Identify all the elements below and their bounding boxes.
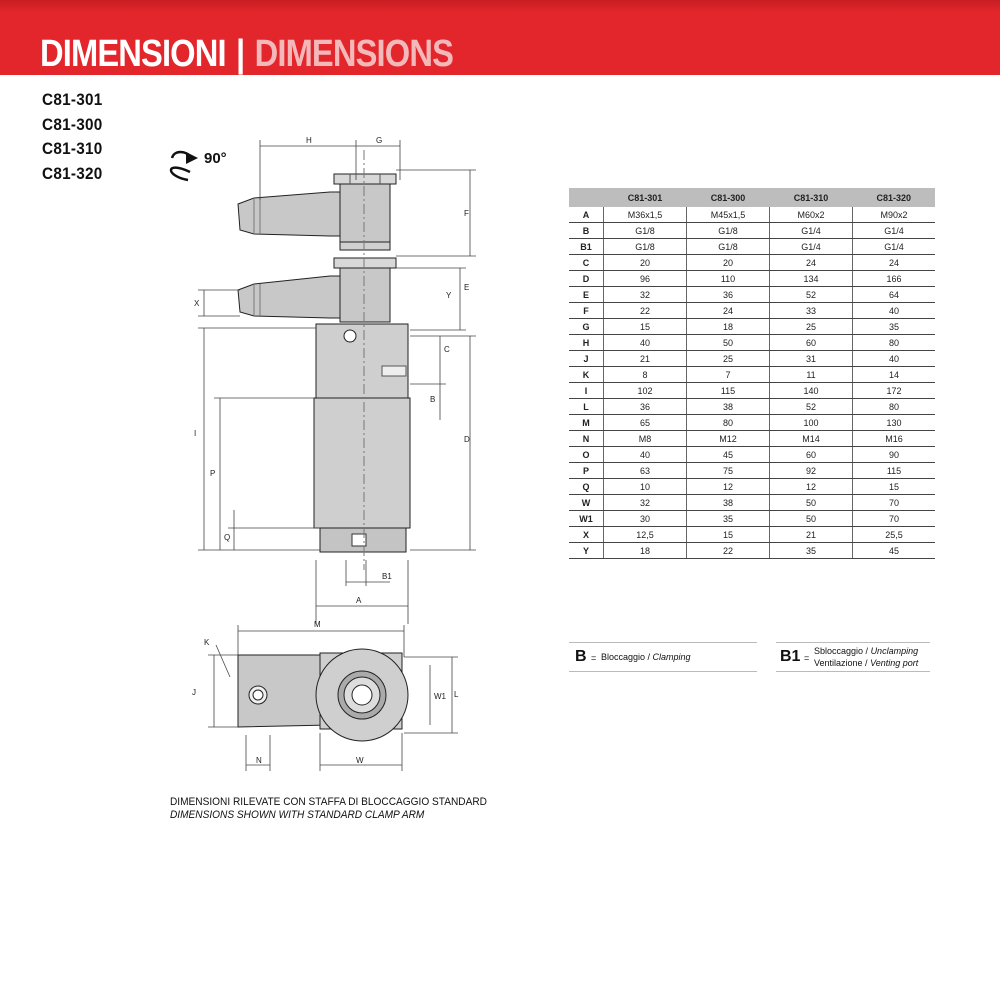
table-cell: 50 [770,511,853,527]
table-row [569,223,935,239]
technical-drawing [160,130,500,650]
dim-label-b: B [430,395,436,404]
table-row [569,463,935,479]
table-cell: 80 [687,415,770,431]
table-cell: G1/8 [604,223,687,239]
table-body [569,207,935,559]
table-cell: 90 [853,447,936,463]
table-cell: 92 [770,463,853,479]
legend-text-b1 [814,645,918,669]
table-row [569,239,935,255]
table-row [569,303,935,319]
table-column-header: C81-301 [604,188,687,207]
table-cell: M14 [770,431,853,447]
table-row [569,431,935,447]
table-cell: 64 [853,287,936,303]
model-list [42,88,109,186]
table-cell: G1/4 [770,223,853,239]
legend-b-italian: Bloccaggio / [601,652,651,662]
table-cell: 11 [770,367,853,383]
table-row-label: B1 [569,239,604,255]
table-cell: G1/4 [853,239,936,255]
table-cell: 36 [687,287,770,303]
table-row [569,367,935,383]
table-row-label: D [569,271,604,287]
table-row-label: N [569,431,604,447]
legend-b-english: Clamping [652,652,691,662]
table-cell: 102 [604,383,687,399]
table-row-label: M [569,415,604,431]
dim-label-c: C [444,345,450,354]
table-row-label: P [569,463,604,479]
legend-key-b1: B1 [780,648,801,665]
table-cell: 36 [604,399,687,415]
table-cell: 35 [687,511,770,527]
table-column-header: C81-300 [687,188,770,207]
table-row-label: H [569,335,604,351]
table-cell: 115 [687,383,770,399]
table-cell: 25 [770,319,853,335]
table-cell: 18 [687,319,770,335]
dim-label-e: E [464,283,470,292]
table-cell: 30 [604,511,687,527]
table-cell: 15 [853,479,936,495]
upper-clamp-arm [238,174,396,250]
table-cell: 35 [853,319,936,335]
dimension-table [569,188,935,559]
table-cell: 21 [604,351,687,367]
table-cell: 24 [687,303,770,319]
table-cell: 38 [687,399,770,415]
table-header-row [569,188,935,207]
table-cell: 45 [687,447,770,463]
table-cell: 12 [770,479,853,495]
table-row-label: K [569,367,604,383]
caption-english: DIMENSIONS SHOWN WITH STANDARD CLAMP ARM [170,809,425,821]
title-italian: DIMENSIONI [40,33,226,75]
header-shade [0,0,1000,12]
table-cell: 33 [770,303,853,319]
legend-b1-line2-english: Venting port [870,658,919,668]
model-code: C81-300 [42,114,103,134]
table-cell: 60 [770,447,853,463]
table-row [569,511,935,527]
table-cell: 140 [770,383,853,399]
table-row-label: X [569,527,604,543]
table-row-label: W [569,495,604,511]
table-cell: 96 [604,271,687,287]
table-cell: 110 [687,271,770,287]
table-cell: 15 [687,527,770,543]
table-cell: 38 [687,495,770,511]
table-cell: M45x1,5 [687,207,770,223]
table-row [569,271,935,287]
legend-b1-line1-italian: Sbloccaggio / [814,646,869,656]
table-row-label: I [569,383,604,399]
table-cell: 12,5 [604,527,687,543]
dim-label-l: L [454,690,459,699]
table-cell: 80 [853,399,936,415]
table-cell: M90x2 [853,207,936,223]
table-cell: 12 [687,479,770,495]
table-cell: 70 [853,495,936,511]
table-cell: 14 [853,367,936,383]
table-row-label: J [569,351,604,367]
table-cell: 40 [604,335,687,351]
lower-clamp-arm [238,258,396,322]
dim-label-f: F [464,209,469,218]
table-cell: 20 [687,255,770,271]
table-cell: G1/8 [604,239,687,255]
table-cell: G1/8 [687,239,770,255]
dim-label-m: M [314,620,321,629]
top-view-drawing [180,615,480,775]
model-code: C81-301 [42,90,103,109]
table-cell: 32 [604,287,687,303]
table-row [569,351,935,367]
table-cell: M60x2 [770,207,853,223]
table-cell: 130 [853,415,936,431]
legend-key-b: B [575,648,587,665]
table-cell: 65 [604,415,687,431]
table-row-label: Q [569,479,604,495]
table-cell: 60 [770,335,853,351]
table-cell: 40 [853,351,936,367]
table-row-label: W1 [569,511,604,527]
dim-label-a: A [356,596,362,605]
legend-unclamping [776,642,930,672]
table-row-label: L [569,399,604,415]
dim-label-k: K [204,638,210,647]
table-cell: M16 [853,431,936,447]
table-column-header: C81-320 [853,188,936,207]
table-row [569,207,935,223]
table-header-corner [569,188,604,207]
table-cell: M12 [687,431,770,447]
drawing-caption [170,796,487,822]
table-cell: G1/4 [770,239,853,255]
table-cell: M8 [604,431,687,447]
table-cell: 32 [604,495,687,511]
table-row [569,399,935,415]
table-cell: G1/4 [853,223,936,239]
table-row [569,527,935,543]
table-row-label: B [569,223,604,239]
table-cell: 35 [770,543,853,559]
table-row [569,543,935,559]
table-row [569,287,935,303]
table-cell: 45 [853,543,936,559]
table-cell: 52 [770,287,853,303]
table-row [569,255,935,271]
dim-label-p: P [210,469,216,478]
table-cell: 22 [687,543,770,559]
table-row [569,495,935,511]
dim-label-q: Q [224,533,231,542]
table-cell: 75 [687,463,770,479]
legend-b1-line2-italian: Ventilazione / [814,658,868,668]
table-cell: 20 [604,255,687,271]
dim-label-g: G [376,136,383,145]
table-row-label: E [569,287,604,303]
table-cell: 172 [853,383,936,399]
dim-label-b1: B1 [382,572,392,581]
table-cell: 52 [770,399,853,415]
table-cell: 80 [853,335,936,351]
table-cell: 63 [604,463,687,479]
table-cell: 134 [770,271,853,287]
table-cell: 21 [770,527,853,543]
table-cell: 25,5 [853,527,936,543]
table-cell: 100 [770,415,853,431]
dim-label-w: W [356,756,364,765]
table-cell: 15 [604,319,687,335]
caption-italian: DIMENSIONI RILEVATE CON STAFFA DI BLOCCAGGIO STANDARD [170,796,487,808]
table-cell: 22 [604,303,687,319]
table-row-label: A [569,207,604,223]
model-code: C81-310 [42,139,103,158]
title-separator: | [235,33,245,75]
table-cell: 7 [687,367,770,383]
table-cell: 40 [853,303,936,319]
model-code: C81-320 [42,163,103,183]
dim-label-h: H [306,136,312,145]
table-row [569,415,935,431]
dim-label-w1: W1 [434,692,446,701]
legend-clamping [569,642,757,672]
page-title [40,32,453,76]
table-row-label: Y [569,543,604,559]
legend-text-b [601,651,691,663]
table-cell: 24 [853,255,936,271]
table-column-header: C81-310 [770,188,853,207]
table-row [569,319,935,335]
dim-label-i: I [194,429,197,438]
table-cell: 50 [687,335,770,351]
table-cell: 50 [770,495,853,511]
title-english: DIMENSIONS [254,33,454,75]
table-row [569,383,935,399]
table-cell: 10 [604,479,687,495]
table-row-label: F [569,303,604,319]
table-cell: 8 [604,367,687,383]
table-cell: 115 [853,463,936,479]
table-cell: G1/8 [687,223,770,239]
legend-equals: = [591,653,597,663]
table-row [569,447,935,463]
dim-label-x: X [194,299,200,308]
dim-label-y: Y [446,291,452,300]
table-cell: 40 [604,447,687,463]
legend-equals: = [804,653,810,663]
table-cell: 24 [770,255,853,271]
table-row-label: G [569,319,604,335]
table-cell: 18 [604,543,687,559]
table-cell: M36x1,5 [604,207,687,223]
dim-label-j: J [192,688,196,697]
legend-b1-line1-english: Unclamping [870,646,919,656]
dim-label-d: D [464,435,470,444]
table-cell: 166 [853,271,936,287]
rotation-arrow-icon [171,152,198,180]
table-cell: 25 [687,351,770,367]
rotation-label: 90° [204,150,227,167]
dim-label-n: N [256,756,262,765]
table-cell: 70 [853,511,936,527]
table-row-label: O [569,447,604,463]
table-row-label: C [569,255,604,271]
table-row [569,479,935,495]
table-cell: 31 [770,351,853,367]
table-row [569,335,935,351]
